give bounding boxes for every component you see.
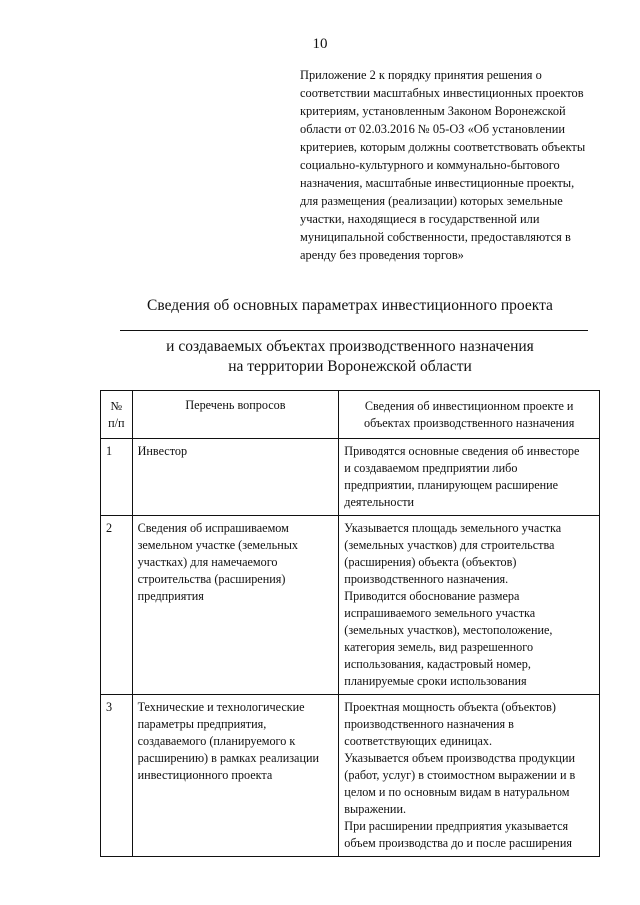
info-line: планируемые сроки использования (344, 674, 527, 688)
row-info (339, 439, 600, 516)
appendix-line: области от 02.03.2016 № 05-ОЗ «Об установлении (300, 122, 566, 136)
info-line: (расширения) объекта (объектов) (344, 555, 517, 569)
info-line: деятельности (344, 495, 415, 509)
appendix-line: критериев, которым должны соответствовать объекты (300, 140, 586, 154)
info-line: производственного назначения. (344, 572, 509, 586)
info-line: использования, кадастровый номер, (344, 657, 531, 671)
appendix-line: для размещения (реализации) которых земельные (300, 194, 563, 208)
document-title-line-2: и создаваемых объектах производственного назначения (166, 338, 534, 355)
appendix-line: критериям, установленным Законом Воронежской (300, 104, 566, 118)
info-line: и создаваемом предприятии либо (344, 461, 518, 475)
page-number: 10 (312, 36, 328, 52)
parameters-table (100, 390, 600, 857)
info-line: Приводится обоснование размера (344, 589, 520, 603)
info-line: Указывается объем производства продукции (344, 751, 575, 765)
header-number-line: п/п (108, 415, 125, 430)
header-number-line: № (110, 398, 123, 413)
title-underline (120, 330, 588, 331)
appendix-line: участки, находящиеся в государственной или (300, 212, 540, 226)
question-line: создаваемого (планируемого к (137, 734, 296, 748)
info-line: Приводятся основные сведения об инвесторе (344, 444, 580, 458)
info-line: Указывается площадь земельного участка (344, 521, 562, 535)
info-line: испрашиваемого земельного участка (344, 606, 536, 620)
info-line: целом и по основным видам в натуральном (344, 785, 570, 799)
info-line: соответствующих единицах. (344, 734, 493, 748)
header-info (339, 391, 600, 439)
question-line: Инвестор (137, 444, 188, 458)
row-question (132, 439, 339, 516)
question-line: земельном участке (земельных (137, 538, 298, 552)
row-number: 1 (101, 439, 133, 516)
appendix-line: соответствии масштабных инвестиционных проектов (300, 86, 584, 100)
row-info (339, 516, 600, 695)
appendix-line: социально-культурного и коммунально-бытового (300, 158, 560, 172)
header-info-line: объектах производственного назначения (363, 415, 575, 430)
info-line: (земельных участков) для строительства (344, 538, 555, 552)
question-line: параметры предприятия, (137, 717, 267, 731)
appendix-line: назначения, масштабные инвестиционные проекты, (300, 176, 575, 190)
table-row (101, 695, 600, 857)
document-title-line-1: Сведения об основных параметрах инвестиционного проекта (147, 297, 553, 314)
document-title-line-3: на территории Воронежской области (228, 358, 472, 375)
row-question (132, 695, 339, 857)
row-question (132, 516, 339, 695)
row-info (339, 695, 600, 857)
info-line: объем производства до и после расширения (344, 836, 572, 850)
info-line: выражении. (344, 802, 407, 816)
info-line: Проектная мощность объекта (объектов) (344, 700, 556, 714)
header-number (101, 391, 133, 439)
question-line: Сведения об испрашиваемом (137, 521, 289, 535)
table-row (101, 516, 600, 695)
question-line: расширению) в рамках реализации (137, 751, 320, 765)
question-line: Технические и технологические (137, 700, 305, 714)
info-line: При расширении предприятия указывается (344, 819, 569, 833)
question-line: строительства (расширения) (137, 572, 286, 586)
info-line: (работ, услуг) в стоимостном выражении и в (344, 768, 576, 782)
appendix-line: Приложение 2 к порядку принятия решения о (300, 68, 542, 82)
question-line: предприятия (137, 589, 204, 603)
table-header-row (101, 391, 600, 439)
appendix-note (300, 66, 600, 264)
info-line: предприятии, планирующем расширение (344, 478, 559, 492)
info-line: категория земель, вид разрешенного (344, 640, 534, 654)
header-info-line: Сведения об инвестиционном проекте и (364, 398, 574, 413)
info-line: (земельных участков), местоположение, (344, 623, 553, 637)
row-number: 3 (101, 695, 133, 857)
appendix-line: муниципальной собственности, предоставляются в (300, 230, 571, 244)
question-line: инвестиционного проекта (137, 768, 273, 782)
info-line: производственного назначения в (344, 717, 514, 731)
appendix-line: аренду без проведения торгов» (300, 248, 464, 262)
question-line: участках) для намечаемого (137, 555, 278, 569)
table-row (101, 439, 600, 516)
row-number: 2 (101, 516, 133, 695)
header-questions: Перечень вопросов (132, 391, 339, 439)
